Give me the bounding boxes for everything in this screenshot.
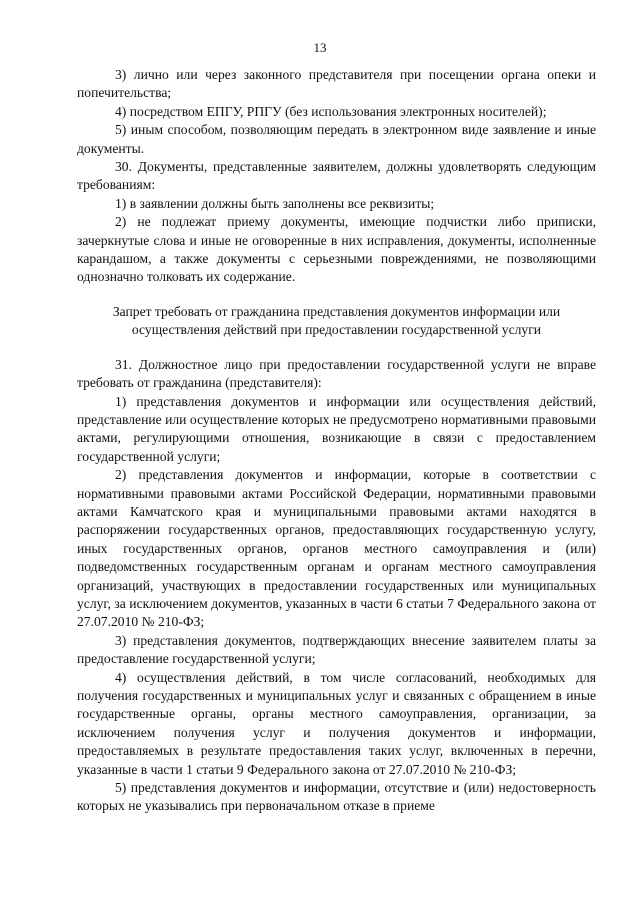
paragraph-item-5: 5) иным способом, позволяющим передать в электронном виде заявление и иные документы. (77, 122, 596, 156)
paragraph-30-item-2: 2) не подлежат приему документы, имеющие подчистки либо приписки, зачеркнутые слова и иные не оговоренные в них исправления, документы, исполненные карандашом, а также документы с серьезными повреждениями, не позволяющими однозначно толковать их содержание. (77, 214, 596, 285)
spacer (77, 340, 596, 356)
paragraph-31-item-4: 4) осуществления действий, в том числе согласований, необходимых для получения государственных и муниципальных услуг и связанных с обращением в иные государственные органы, органы местного самоуправления, организации, за исключением получения услуг и получения документов и информации, предоставляемых в результате предоставления таких услуг, включенных в перечни, указанные в части 1 статьи 9 Федерального закона от 27.07.2010 № 210-ФЗ; (77, 669, 596, 777)
paragraph-31: 31. Должностное лицо при предоставлении государственной услуги не вправе требовать от гражданина (представителя): (77, 356, 596, 391)
paragraph-31-item-3: 3) представления документов, подтверждающих внесение заявителем платы за предоставление государственной услуги; (77, 632, 596, 667)
spacer (77, 287, 596, 303)
paragraph-item-3: 3) лично или через законного представителя при посещении органа опеки и попечительства; (77, 67, 596, 101)
section-heading: Запрет требовать от гражданина представления документов информации или осуществления действий при предоставлении государственной услуги (112, 303, 561, 338)
paragraph-30-item-1: 1) в заявлении должны быть заполнены все реквизиты; (115, 195, 435, 211)
page-number: 13 (313, 40, 327, 55)
paragraph-31-item-5: 5) представления документов и информации, отсутствие и (или) недостоверность которых не указывались при первоначальном отказе в приеме (77, 780, 596, 814)
paragraph-item-4: 4) посредством ЕПГУ, РПГУ (без использования электронных носителей); (115, 103, 547, 119)
paragraph-31-item-1: 1) представления документов и информации или осуществления действий, представление или осуществление которых не предусмотрено нормативными правовыми актами, регулирующими отношения, возникающие в связи с предоставлением государственной услуги; (77, 393, 596, 464)
paragraph-30: 30. Документы, представленные заявителем, должны удовлетворять следующим требованиям: (77, 159, 596, 193)
document-body (77, 66, 596, 816)
paragraph-31-item-2: 2) представления документов и информации, которые в соответствии с нормативными правовыми актами Российской Федерации, нормативными правовыми актами Камчатского края и муниципальными правовыми актами находятся в распоряжении государственных органов, предоставляющих государственную услугу, иных государственных органов, органов местного самоуправления и (или) подведомственных государственным органам и органам местного самоуправления организаций, участвующих в предоставлении государственных или муниципальных услуг, за исключением документов, указанных в части 6 статьи 7 Федерального закона от 27.07.2010 № 210-ФЗ; (77, 467, 596, 630)
